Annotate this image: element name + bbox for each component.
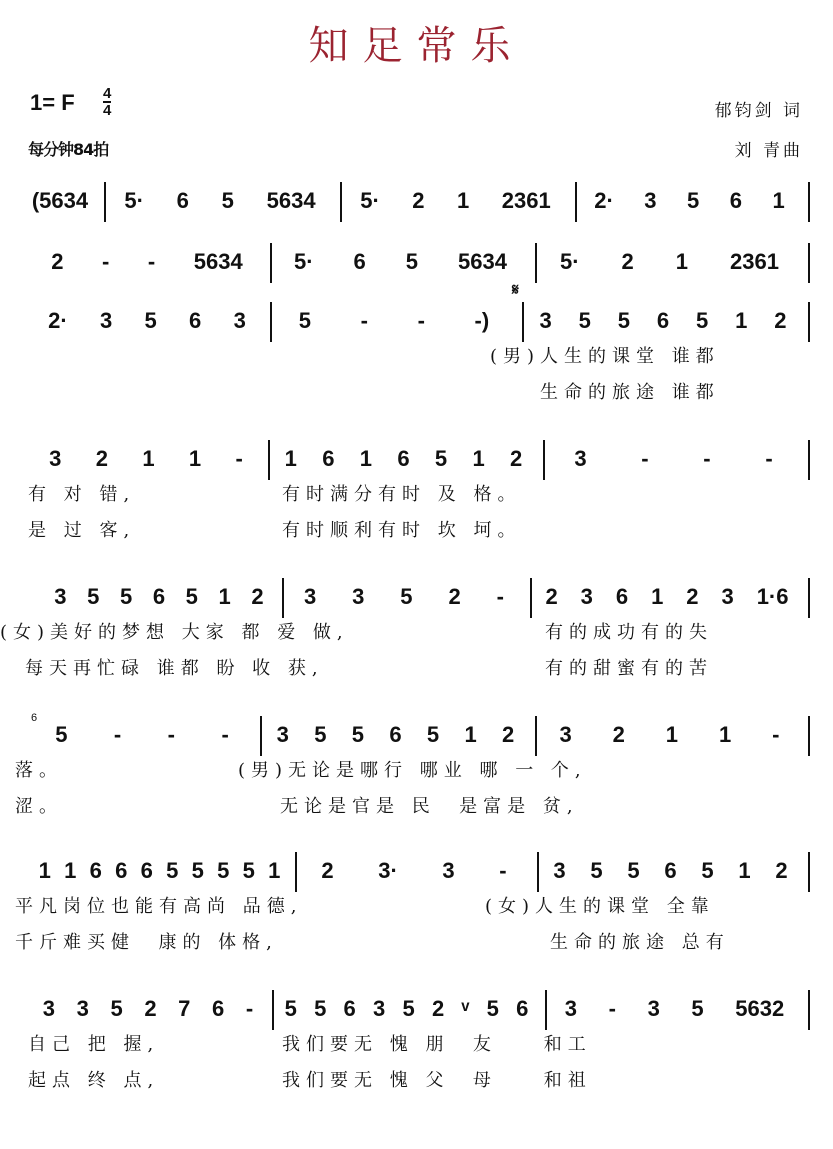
barline <box>808 440 810 480</box>
note-group: 6 <box>212 996 225 1021</box>
note-group: 6 <box>115 858 128 883</box>
note-group: 5 <box>405 249 419 274</box>
note-group: 2 <box>775 858 788 883</box>
note-group: 5 <box>627 858 640 883</box>
note-group: 1 <box>188 446 202 471</box>
barline <box>522 302 524 342</box>
barline <box>535 716 537 756</box>
barline <box>295 852 297 892</box>
note-group: 5 <box>400 584 413 609</box>
note-group: 2· <box>48 308 68 333</box>
note-group: 2361 <box>730 249 779 274</box>
measure <box>276 996 537 1024</box>
measure <box>539 722 800 750</box>
note-group: 5 <box>691 996 704 1021</box>
note-group: 2 <box>621 249 634 274</box>
note-group: - <box>641 446 649 471</box>
note-group: 7 <box>178 996 191 1021</box>
note-group: 3 <box>276 722 289 747</box>
note-group: - <box>113 722 122 747</box>
measure <box>541 858 800 886</box>
note-group: 2 <box>144 996 157 1021</box>
score-system <box>0 302 833 403</box>
note-group: 2 <box>431 996 445 1021</box>
measure <box>344 188 567 216</box>
note-group: 3 <box>644 188 657 213</box>
barline <box>272 990 274 1030</box>
note-group: 2361 <box>501 188 551 213</box>
note-group: 5· <box>124 188 144 213</box>
note-group: 6 <box>89 858 102 883</box>
note-group: 2 <box>251 584 264 609</box>
note-group: 3 <box>76 996 89 1021</box>
barline <box>545 990 547 1030</box>
note-group: 6 <box>322 446 335 471</box>
score-system <box>0 440 833 541</box>
barline <box>270 243 272 283</box>
time-signature-bottom: 4 <box>103 102 112 119</box>
note-group: - <box>417 308 425 333</box>
lyric-line-2: 有的甜蜜有的苦 <box>545 658 713 679</box>
note-group: -) <box>474 308 490 333</box>
barline <box>808 716 810 756</box>
note-group: 6 <box>664 858 677 883</box>
lyric-line-2: 生命的旅途 谁都 <box>540 382 720 403</box>
note-group: - <box>772 722 780 747</box>
measure <box>539 249 800 277</box>
note-group: 3 <box>553 858 566 883</box>
lyric-line-1: 有时满分有时 及 格。 <box>282 484 522 505</box>
note-group: 5· <box>559 249 580 274</box>
note-group: 1 <box>142 446 155 471</box>
measure <box>44 584 274 612</box>
note-group: 1 <box>735 308 748 333</box>
measure <box>32 308 262 336</box>
barline <box>808 578 810 618</box>
note-group: 2 <box>545 584 558 609</box>
key-signature: 1= F <box>30 90 75 115</box>
note-group: 2 <box>502 722 515 747</box>
lyric-line-1: 平凡岗位也能有高尚 品德, <box>15 896 303 917</box>
note-group: 3 <box>539 308 552 333</box>
note-group: 6 <box>140 858 153 883</box>
note-group: 1 <box>359 446 373 471</box>
barline <box>537 852 539 892</box>
measure <box>299 858 529 886</box>
note-group: - <box>167 722 175 747</box>
lyric-line-1: 有的成功有的失 <box>545 622 713 643</box>
note-group: 5 <box>434 446 448 471</box>
measure <box>526 308 800 336</box>
note-group: - <box>608 996 616 1021</box>
barline <box>530 578 532 618</box>
note-group: 1 <box>738 858 751 883</box>
note-group: 5 <box>144 308 157 333</box>
lyric-line-2: 每天再忙碌 谁都 盼 收 获, <box>25 658 324 679</box>
note-group: 2 <box>95 446 108 471</box>
note-group: 1 <box>675 249 689 274</box>
note-group: 3 <box>303 584 317 609</box>
lyric-line-1: 落。 <box>15 760 63 781</box>
note-group: - <box>703 446 711 471</box>
lyric-line-1: 有 对 错, <box>28 484 136 505</box>
note-group: 3 <box>352 584 365 609</box>
note-group: 3 <box>580 584 593 609</box>
lyric-line-1: (女)人生的课堂 全靠 <box>485 896 715 917</box>
measure <box>549 996 800 1024</box>
note-group: 1 <box>284 446 297 471</box>
note-group: 5 <box>110 996 123 1021</box>
score-system <box>0 852 833 953</box>
measure <box>108 188 332 216</box>
note-group: 6 <box>389 722 402 747</box>
barline <box>808 243 810 283</box>
note-group: 1 <box>772 188 785 213</box>
note-group: 3 <box>647 996 660 1021</box>
note-group: 6 <box>353 249 366 274</box>
note-group: 1 <box>651 584 664 609</box>
measure <box>32 722 252 750</box>
note-group: 1 <box>218 584 231 609</box>
barline <box>535 243 537 283</box>
barline <box>104 182 106 222</box>
note-group: 1 <box>64 858 77 883</box>
tempo-marking: 每分钟84拍 <box>28 140 109 159</box>
note-group: 2 <box>448 584 461 609</box>
barline <box>808 182 810 222</box>
note-group: - <box>360 308 368 333</box>
lyric-line-2: 起点 终 点, <box>28 1070 160 1091</box>
grace-note: 6 <box>31 712 38 724</box>
note-group: 5634 <box>193 249 243 274</box>
time-signature <box>103 86 111 118</box>
note-group: 2 <box>412 188 425 213</box>
note-group: 6 <box>343 996 356 1021</box>
lyricist-credit: 郁钧剑 词 <box>714 101 803 121</box>
barline <box>808 990 810 1030</box>
note-group: 5 <box>166 858 179 883</box>
note-group: 3· <box>378 858 398 883</box>
note-group: 2 <box>774 308 787 333</box>
note-group: 3 <box>721 584 734 609</box>
measure <box>32 858 287 886</box>
note-group: 1 <box>718 722 732 747</box>
score-system <box>0 716 833 817</box>
note-group: - <box>221 722 229 747</box>
measure <box>274 249 527 277</box>
score-system <box>0 243 833 283</box>
note-group: 2 <box>510 446 523 471</box>
note-group: 5 <box>87 584 100 609</box>
lyric-line-2: 有时顺利有时 坎 坷。 <box>282 520 522 541</box>
segno-sign: 𝄋 <box>512 280 519 299</box>
note-group: - <box>765 446 773 471</box>
note-group: 2 <box>321 858 334 883</box>
score-system <box>0 578 833 679</box>
measure <box>32 996 264 1024</box>
note-group: 6 <box>189 308 202 333</box>
measure <box>286 584 522 612</box>
note-group: 5 <box>298 308 312 333</box>
note-group: 3 <box>99 308 113 333</box>
note-group: 5 <box>242 858 255 883</box>
note-group: 3 <box>373 996 386 1021</box>
barline <box>270 302 272 342</box>
measure <box>547 446 800 474</box>
note-group: 5 <box>221 188 234 213</box>
note-group: 5 <box>486 996 499 1021</box>
note-group: 5 <box>55 722 68 747</box>
note-group: 5 <box>217 858 230 883</box>
note-group: 3 <box>49 446 62 471</box>
score-system <box>0 182 833 222</box>
note-group: 5 <box>578 308 591 333</box>
note-group: - <box>147 249 156 274</box>
note-group: - <box>102 249 110 274</box>
note-group: 5· <box>293 249 314 274</box>
barline <box>543 440 545 480</box>
lyric-line-1: (女)美好的梦想 大家 都 爱 做, <box>0 622 349 643</box>
note-group: 5 <box>314 996 327 1021</box>
measure <box>534 584 800 612</box>
lyric-line-1: (男)无论是哪行 哪业 哪 一 个, <box>238 760 587 781</box>
lyric-line-2: 是 过 客, <box>28 520 136 541</box>
measure <box>264 722 527 750</box>
note-group: 5 <box>687 188 700 213</box>
note-group: 1 <box>472 446 485 471</box>
note-group: 6 <box>615 584 629 609</box>
note-group: - <box>496 584 504 609</box>
note-group: 5 <box>701 858 714 883</box>
note-group: 5 <box>314 722 327 747</box>
note-group: 1 <box>464 722 477 747</box>
note-group: 6 <box>152 584 166 609</box>
note-group: 5 <box>590 858 603 883</box>
measure <box>579 188 800 216</box>
note-group: 5632 <box>735 996 785 1021</box>
note-group: 6 <box>516 996 529 1021</box>
note-group: 2 <box>686 584 699 609</box>
note-group: 1 <box>38 858 51 883</box>
barline <box>808 852 810 892</box>
barline <box>808 302 810 342</box>
note-group: 5 <box>185 584 198 609</box>
note-group: 3 <box>54 584 67 609</box>
lyric-line-2: 我们要无 愧 父 母 和祖 <box>282 1070 592 1091</box>
note-group: - <box>245 996 254 1021</box>
note-group: 5 <box>351 722 365 747</box>
note-group: 5 <box>617 308 630 333</box>
note-group: 2 <box>51 249 64 274</box>
note-group: - <box>499 858 507 883</box>
measure <box>274 308 514 336</box>
barline <box>340 182 342 222</box>
barline <box>268 440 270 480</box>
measure <box>272 446 535 474</box>
note-group: 3 <box>559 722 572 747</box>
note-group: 5 <box>696 308 709 333</box>
note-group: 5· <box>360 188 380 213</box>
lyric-line-1: 自己 把 握, <box>28 1034 160 1055</box>
composer-credit: 刘 青曲 <box>734 141 803 161</box>
note-group: - <box>235 446 243 471</box>
note-group: 5 <box>426 722 440 747</box>
lyric-line-1: (男)人生的课堂 谁都 <box>490 346 720 367</box>
note-group: 3 <box>442 858 455 883</box>
note-group: 2 <box>612 722 625 747</box>
measure <box>32 249 262 277</box>
note-group: 2· <box>594 188 614 213</box>
note-group: 6 <box>729 188 742 213</box>
note-group: 3 <box>564 996 578 1021</box>
note-group: 5634 <box>266 188 316 213</box>
note-group: 5634 <box>458 249 507 274</box>
note-group: 6 <box>176 188 189 213</box>
note-group: 3 <box>233 308 246 333</box>
note-group: 1·6 <box>756 584 789 609</box>
note-group: ᵛ <box>461 996 470 1021</box>
note-group: 1 <box>457 188 470 213</box>
note-group: 5 <box>284 996 297 1021</box>
note-group: 3 <box>42 996 56 1021</box>
note-group: 6 <box>397 446 410 471</box>
note-group: (5634 <box>31 188 89 213</box>
note-group: 5 <box>119 584 133 609</box>
measure <box>32 446 260 474</box>
barline <box>575 182 577 222</box>
score-system <box>0 990 833 1091</box>
barline <box>282 578 284 618</box>
lyric-line-2: 无论是官是 民 是富是 贫, <box>280 796 579 817</box>
song-title: 知足常乐 <box>308 23 525 69</box>
note-group: 6 <box>656 308 670 333</box>
measure <box>24 188 96 216</box>
lyric-line-2: 千斤难买健 康的 体格, <box>15 932 278 953</box>
note-group: 3 <box>574 446 587 471</box>
note-group: 1 <box>268 858 281 883</box>
note-group: 5 <box>402 996 415 1021</box>
lyric-line-1: 我们要无 愧 朋 友 和工 <box>282 1034 592 1055</box>
time-signature-top: 4 <box>103 85 112 102</box>
lyric-line-2: 生命的旅途 总有 <box>550 932 730 953</box>
note-group: 1 <box>665 722 679 747</box>
barline <box>260 716 262 756</box>
note-group: 5 <box>191 858 204 883</box>
lyric-line-2: 涩。 <box>15 796 63 817</box>
